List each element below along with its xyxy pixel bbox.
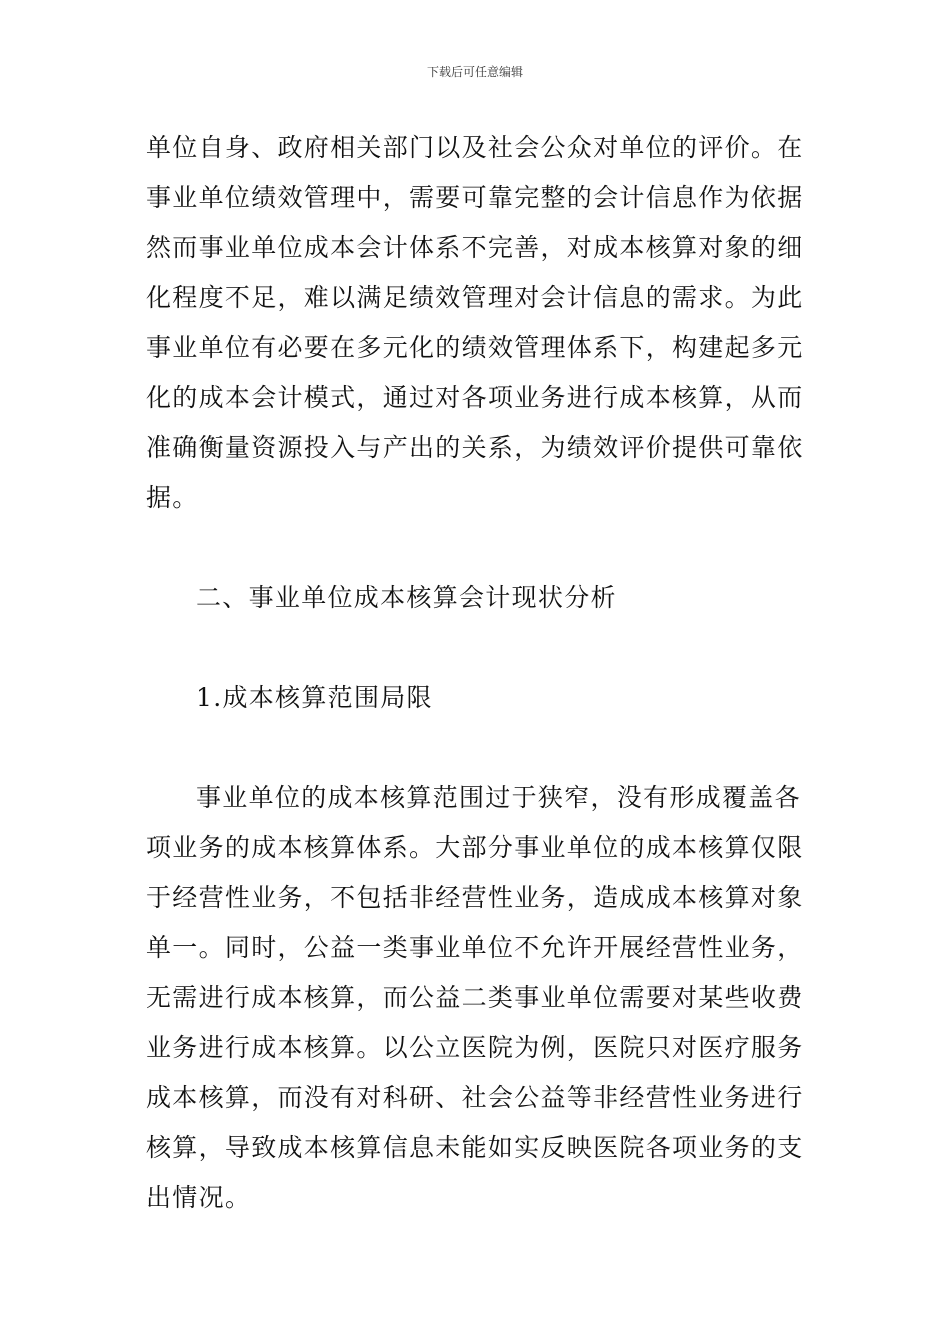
page-header: 下载后可任意编辑 [426,65,523,79]
paragraph-line: 化程度不足，难以满足绩效管理对会计信息的需求。为此 [146,283,804,312]
paragraph-line: 然而事业单位成本会计体系不完善，对成本核算对象的细 [146,233,804,262]
paragraph-line: 成本核算，而没有对科研、社会公益等非经营性业务进行 [146,1083,804,1112]
paragraph-line: 无需进行成本核算，而公益二类事业单位需要对某些收费 [146,983,804,1012]
paragraph-line: 准确衡量资源投入与产出的关系，为绩效评价提供可靠依 [146,433,804,462]
section-heading: 二、事业单位成本核算会计现状分析 [196,583,617,612]
paragraph-line: 出情况。 [146,1183,252,1212]
paragraph-line: 项业务的成本核算体系。大部分事业单位的成本核算仅限 [146,833,804,862]
paragraph-line: 单一。同时，公益一类事业单位不允许开展经营性业务， [146,933,804,962]
subsection-heading: 1.成本核算范围局限 [196,683,433,712]
paragraph-line: 据。 [146,483,199,512]
paragraph-line: 单位自身、政府相关部门以及社会公众对单位的评价。在 [146,133,804,162]
paragraph-line: 事业单位的成本核算范围过于狭窄，没有形成覆盖各 [196,783,801,812]
paragraph-line: 核算，导致成本核算信息未能如实反映医院各项业务的支 [146,1133,804,1162]
paragraph-line: 事业单位有必要在多元化的绩效管理体系下，构建起多元 [146,333,804,362]
paragraph-line: 事业单位绩效管理中，需要可靠完整的会计信息作为依据 [146,183,804,212]
paragraph-line: 化的成本会计模式，通过对各项业务进行成本核算，从而 [146,383,804,412]
paragraph-line: 业务进行成本核算。以公立医院为例，医院只对医疗服务 [146,1033,804,1062]
paragraph-line: 于经营性业务，不包括非经营性业务，造成成本核算对象 [146,883,804,912]
